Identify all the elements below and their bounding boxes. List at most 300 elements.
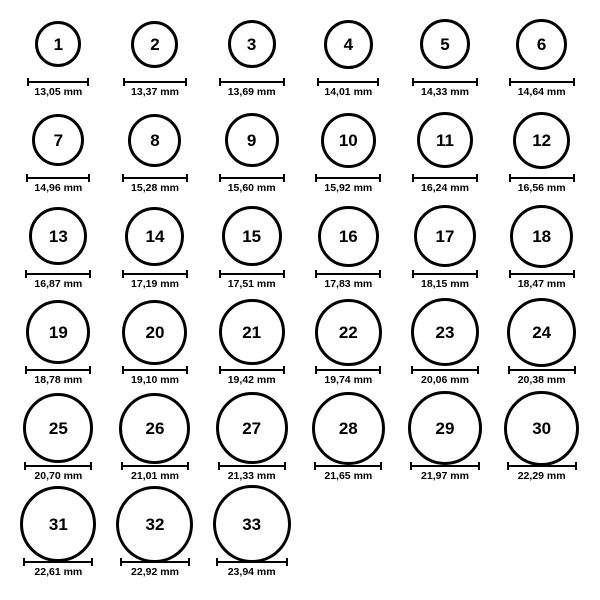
caliper-tick-right: [573, 78, 575, 86]
caliper-bar: [315, 273, 381, 275]
caliper-bar: [218, 465, 286, 467]
ring-measure: [24, 462, 92, 483]
caliper-bar: [121, 465, 189, 467]
ring-size-label: 8: [150, 130, 160, 150]
caliper-tick-right: [573, 174, 575, 182]
caliper-icon: [121, 462, 189, 469]
ring-cell[interactable]: [10, 104, 107, 200]
ring-circle-wrap: [23, 396, 93, 460]
ring-size-label: 30: [532, 418, 552, 438]
caliper-tick-right: [186, 366, 188, 374]
ring-measure: [412, 270, 478, 291]
ring-measure: [509, 78, 575, 99]
ring-measure: [216, 558, 288, 579]
ring-cell[interactable]: [107, 488, 204, 584]
caliper-bar: [219, 369, 285, 371]
caliper-tick-right: [379, 366, 381, 374]
ring-size-label: 10: [338, 130, 358, 150]
ring-circle-wrap: [35, 12, 81, 76]
ring-cell[interactable]: [107, 104, 204, 200]
caliper-icon: [509, 78, 575, 85]
ring-cell[interactable]: [107, 392, 204, 488]
ring-diameter-label: 18,47 mm: [517, 278, 566, 290]
ring-circle-icon: [35, 21, 81, 67]
caliper-tick-right: [286, 558, 288, 566]
caliper-icon: [507, 462, 577, 469]
caliper-tick-right: [89, 270, 91, 278]
caliper-icon: [27, 78, 89, 85]
caliper-bar: [412, 273, 478, 275]
ring-size-label: 11: [435, 130, 454, 150]
caliper-bar: [508, 369, 576, 371]
caliper-bar: [122, 273, 188, 275]
ring-circle-icon: [20, 486, 96, 562]
ring-diameter-label: 14,64 mm: [517, 86, 566, 98]
ring-cell[interactable]: [10, 392, 107, 488]
caliper-tick-left: [412, 78, 414, 86]
ring-measure: [23, 558, 93, 579]
caliper-icon: [219, 366, 285, 373]
ring-measure: [317, 78, 379, 99]
ring-diameter-label: 19,42 mm: [227, 374, 276, 386]
caliper-icon: [315, 174, 381, 181]
caliper-icon: [218, 462, 286, 469]
caliper-tick-left: [507, 462, 509, 470]
caliper-tick-left: [216, 558, 218, 566]
ring-size-label: 4: [343, 34, 354, 54]
caliper-tick-left: [315, 174, 317, 182]
ring-cell[interactable]: [203, 488, 300, 584]
ring-measure: [507, 462, 577, 483]
ring-circle-icon: [216, 392, 288, 464]
ring-circle-wrap: [125, 204, 184, 268]
ring-size-label: 32: [145, 514, 165, 534]
caliper-icon: [25, 270, 91, 277]
caliper-bar: [219, 273, 285, 275]
ring-circle-icon: [513, 112, 570, 169]
ring-cell[interactable]: [300, 8, 397, 104]
caliper-tick-left: [25, 366, 27, 374]
ring-cell[interactable]: [493, 200, 590, 296]
ring-size-label: 15: [242, 226, 262, 246]
ring-measure: [412, 78, 478, 99]
ring-circle-icon: [420, 19, 470, 69]
ring-circle-icon: [128, 114, 181, 167]
caliper-bar: [24, 465, 92, 467]
caliper-icon: [219, 270, 285, 277]
caliper-tick-left: [315, 270, 317, 278]
ring-circle-wrap: [119, 396, 190, 460]
caliper-tick-left: [317, 78, 319, 86]
ring-cell[interactable]: [107, 8, 204, 104]
caliper-tick-left: [218, 462, 220, 470]
caliper-tick-right: [186, 174, 188, 182]
caliper-icon: [23, 558, 93, 565]
ring-cell[interactable]: [300, 392, 397, 488]
caliper-icon: [412, 78, 478, 85]
caliper-bar: [26, 177, 90, 179]
ring-cell[interactable]: [10, 296, 107, 392]
ring-measure: [122, 366, 188, 387]
ring-size-label: 31: [48, 514, 68, 534]
ring-circle-icon: [315, 299, 382, 366]
ring-circle-icon: [119, 393, 190, 464]
caliper-bar: [507, 465, 577, 467]
ring-circle-wrap: [513, 108, 570, 172]
ring-measure: [121, 462, 189, 483]
ring-size-label: 13: [48, 226, 68, 246]
ring-diameter-label: 22,92 mm: [131, 566, 179, 578]
ring-circle-wrap: [318, 204, 379, 268]
ring-circle-icon: [507, 298, 576, 367]
ring-cell[interactable]: [397, 200, 494, 296]
ring-diameter-label: 22,29 mm: [517, 470, 566, 482]
caliper-tick-left: [410, 462, 412, 470]
caliper-tick-right: [88, 174, 90, 182]
caliper-icon: [410, 462, 480, 469]
ring-diameter-label: 14,01 mm: [324, 86, 373, 98]
ring-diameter-label: 19,10 mm: [131, 374, 179, 386]
ring-diameter-label: 20,70 mm: [34, 470, 83, 482]
caliper-tick-right: [283, 270, 285, 278]
caliper-tick-right: [87, 78, 89, 86]
ring-circle-wrap: [213, 492, 291, 556]
ring-circle-wrap: [122, 300, 187, 364]
ring-measure: [25, 366, 91, 387]
caliper-tick-right: [478, 462, 480, 470]
ring-diameter-label: 18,15 mm: [421, 278, 469, 290]
caliper-icon: [315, 366, 381, 373]
caliper-bar: [410, 465, 480, 467]
ring-size-label: 21: [242, 322, 262, 342]
caliper-icon: [315, 270, 381, 277]
ring-diameter-label: 21,97 mm: [421, 470, 469, 482]
ring-circle-wrap: [219, 300, 285, 364]
ring-circle-icon: [219, 299, 285, 365]
ring-circle-icon: [414, 205, 476, 267]
ring-circle-wrap: [510, 204, 573, 268]
ring-size-label: 33: [242, 514, 262, 534]
ring-circle-icon: [23, 393, 93, 463]
ring-circle-wrap: [408, 396, 482, 460]
ring-size-label: 16: [338, 226, 358, 246]
caliper-icon: [219, 78, 285, 85]
caliper-icon: [216, 558, 288, 565]
ring-measure: [411, 366, 479, 387]
ring-size-label: 1: [53, 34, 64, 54]
ring-circle-wrap: [116, 492, 193, 556]
ring-measure: [509, 270, 575, 291]
ring-circle-wrap: [414, 204, 476, 268]
ring-size-label: 20: [145, 322, 165, 342]
caliper-tick-left: [121, 462, 123, 470]
ring-cell[interactable]: [203, 8, 300, 104]
ring-diameter-label: 21,33 mm: [227, 470, 276, 482]
ring-size-label: 19: [48, 322, 68, 342]
ring-size-label: 9: [246, 130, 257, 150]
ring-circle-wrap: [324, 12, 373, 76]
ring-diameter-label: 16,24 mm: [421, 182, 469, 194]
ring-circle-wrap: [321, 108, 376, 172]
ring-measure: [122, 270, 188, 291]
ring-diameter-label: 13,37 mm: [131, 86, 179, 98]
caliper-tick-left: [25, 270, 27, 278]
ring-diameter-label: 20,38 mm: [517, 374, 566, 386]
ring-circle-wrap: [312, 396, 385, 460]
caliper-tick-right: [91, 558, 93, 566]
caliper-tick-right: [476, 270, 478, 278]
ring-circle-icon: [510, 205, 573, 268]
ring-measure: [25, 270, 91, 291]
caliper-tick-left: [509, 174, 511, 182]
ring-circle-icon: [225, 113, 279, 167]
caliper-tick-right: [283, 78, 285, 86]
ring-circle-wrap: [131, 12, 178, 76]
caliper-tick-left: [509, 78, 511, 86]
caliper-icon: [219, 174, 285, 181]
ring-diameter-label: 17,83 mm: [324, 278, 373, 290]
caliper-bar: [412, 177, 478, 179]
ring-measure: [123, 78, 187, 99]
ring-circle-icon: [26, 300, 90, 364]
ring-circle-wrap: [516, 12, 567, 76]
caliper-tick-left: [120, 558, 122, 566]
caliper-icon: [412, 270, 478, 277]
ring-size-label: 18: [532, 226, 552, 246]
ring-diameter-label: 19,74 mm: [324, 374, 373, 386]
ring-cell[interactable]: [203, 392, 300, 488]
caliper-tick-right: [186, 270, 188, 278]
ring-circle-icon: [318, 206, 379, 267]
ring-measure: [314, 462, 382, 483]
ring-size-label: 23: [435, 322, 455, 342]
ring-size-label: 22: [338, 322, 358, 342]
ring-circle-icon: [131, 21, 178, 68]
ring-circle-wrap: [222, 204, 282, 268]
ring-circle-icon: [408, 391, 482, 465]
caliper-tick-right: [476, 174, 478, 182]
ring-size-label: 17: [435, 226, 455, 246]
caliper-icon: [120, 558, 190, 565]
ring-measure: [412, 174, 478, 195]
caliper-icon: [411, 366, 479, 373]
ring-measure: [27, 78, 89, 99]
caliper-bar: [509, 273, 575, 275]
ring-circle-wrap: [507, 300, 576, 364]
ring-circle-icon: [116, 486, 193, 563]
ring-measure: [26, 174, 90, 195]
caliper-bar: [122, 369, 188, 371]
ring-measure: [315, 174, 381, 195]
ring-measure: [219, 174, 285, 195]
caliper-bar: [219, 177, 285, 179]
ring-cell[interactable]: [300, 200, 397, 296]
ring-cell[interactable]: [203, 104, 300, 200]
ring-size-label: 7: [53, 130, 64, 150]
caliper-icon: [317, 78, 379, 85]
ring-measure: [508, 366, 576, 387]
caliper-tick-left: [122, 270, 124, 278]
ring-measure: [315, 366, 381, 387]
ring-circle-icon: [125, 207, 184, 266]
ring-diameter-label: 13,05 mm: [34, 86, 83, 98]
caliper-icon: [509, 174, 575, 181]
caliper-tick-left: [122, 366, 124, 374]
ring-cell[interactable]: [493, 104, 590, 200]
caliper-icon: [412, 174, 478, 181]
ring-size-label: 14: [145, 226, 165, 246]
ring-cell[interactable]: [10, 8, 107, 104]
ring-size-label: 28: [338, 418, 358, 438]
ring-size-label: 24: [532, 322, 552, 342]
ring-cell[interactable]: [493, 392, 590, 488]
ring-circle-wrap: [504, 396, 579, 460]
ring-size-label: 27: [242, 418, 262, 438]
caliper-tick-right: [185, 78, 187, 86]
ring-cell[interactable]: [203, 200, 300, 296]
ring-diameter-label: 22,61 mm: [34, 566, 83, 578]
caliper-bar: [122, 177, 188, 179]
ring-circle-wrap: [225, 108, 279, 172]
ring-size-label: 3: [246, 34, 257, 54]
ring-circle-icon: [312, 392, 385, 465]
ring-diameter-label: 17,19 mm: [131, 278, 179, 290]
ring-measure: [219, 78, 285, 99]
ring-diameter-label: 15,60 mm: [227, 182, 276, 194]
caliper-tick-left: [219, 78, 221, 86]
ring-cell[interactable]: [397, 8, 494, 104]
ring-measure: [219, 270, 285, 291]
ring-circle-icon: [228, 20, 276, 68]
ring-circle-icon: [504, 391, 579, 466]
caliper-tick-right: [379, 174, 381, 182]
caliper-bar: [219, 81, 285, 83]
caliper-tick-right: [573, 270, 575, 278]
caliper-tick-left: [122, 174, 124, 182]
ring-circle-wrap: [417, 108, 473, 172]
caliper-tick-left: [315, 366, 317, 374]
caliper-tick-left: [219, 366, 221, 374]
caliper-tick-left: [508, 366, 510, 374]
caliper-bar: [23, 561, 93, 563]
ring-cell[interactable]: [493, 296, 590, 392]
caliper-bar: [509, 177, 575, 179]
ring-circle-icon: [32, 114, 84, 166]
caliper-bar: [411, 369, 479, 371]
caliper-tick-left: [123, 78, 125, 86]
caliper-bar: [317, 81, 379, 83]
ring-circle-wrap: [228, 12, 276, 76]
ring-circle-icon: [516, 19, 567, 70]
ring-circle-icon: [411, 298, 479, 366]
ring-size-label: 6: [536, 34, 547, 54]
caliper-tick-right: [476, 78, 478, 86]
caliper-bar: [315, 177, 381, 179]
caliper-tick-right: [379, 270, 381, 278]
ring-diameter-label: 17,51 mm: [227, 278, 276, 290]
ring-diameter-label: 15,92 mm: [324, 182, 373, 194]
ring-cell[interactable]: [107, 296, 204, 392]
ring-diameter-label: 16,56 mm: [517, 182, 566, 194]
caliper-tick-right: [575, 462, 577, 470]
caliper-tick-left: [411, 366, 413, 374]
ring-circle-icon: [213, 485, 291, 563]
ring-circle-wrap: [128, 108, 181, 172]
caliper-tick-right: [188, 558, 190, 566]
caliper-tick-left: [219, 270, 221, 278]
ring-diameter-label: 13,69 mm: [227, 86, 276, 98]
caliper-icon: [122, 366, 188, 373]
ring-cell[interactable]: [107, 200, 204, 296]
ring-circle-icon: [321, 113, 376, 168]
ring-size-label: 29: [435, 418, 455, 438]
caliper-bar: [216, 561, 288, 563]
ring-circle-wrap: [315, 300, 382, 364]
caliper-icon: [24, 462, 92, 469]
ring-circle-wrap: [26, 300, 90, 364]
caliper-tick-right: [380, 462, 382, 470]
ring-circle-wrap: [420, 12, 470, 76]
caliper-tick-left: [27, 78, 29, 86]
caliper-icon: [122, 174, 188, 181]
caliper-tick-right: [377, 78, 379, 86]
caliper-tick-right: [283, 366, 285, 374]
ring-diameter-label: 21,01 mm: [131, 470, 179, 482]
caliper-icon: [508, 366, 576, 373]
ring-measure: [315, 270, 381, 291]
caliper-tick-left: [219, 174, 221, 182]
ring-measure: [219, 366, 285, 387]
caliper-icon: [509, 270, 575, 277]
ring-circle-wrap: [29, 204, 87, 268]
ring-cell[interactable]: [397, 392, 494, 488]
ring-cell[interactable]: [397, 296, 494, 392]
caliper-bar: [25, 273, 91, 275]
ring-circle-icon: [29, 207, 87, 265]
caliper-tick-left: [24, 462, 26, 470]
caliper-tick-right: [574, 366, 576, 374]
ring-diameter-label: 18,78 mm: [34, 374, 83, 386]
ring-cell[interactable]: [203, 296, 300, 392]
ring-cell[interactable]: [10, 200, 107, 296]
ring-cell[interactable]: [493, 8, 590, 104]
ring-circle-wrap: [411, 300, 479, 364]
ring-size-label: 12: [532, 130, 552, 150]
ring-circle-icon: [324, 20, 373, 69]
caliper-bar: [27, 81, 89, 83]
caliper-tick-left: [26, 174, 28, 182]
caliper-icon: [123, 78, 187, 85]
caliper-bar: [25, 369, 91, 371]
ring-measure: [122, 174, 188, 195]
ring-cell[interactable]: [10, 488, 107, 584]
caliper-tick-left: [412, 270, 414, 278]
caliper-bar: [123, 81, 187, 83]
ring-circle-icon: [417, 112, 473, 168]
ring-circle-icon: [122, 300, 187, 365]
ring-diameter-label: 15,28 mm: [131, 182, 179, 194]
ring-cell[interactable]: [300, 104, 397, 200]
ring-cell[interactable]: [397, 104, 494, 200]
caliper-tick-left: [314, 462, 316, 470]
ring-cell[interactable]: [300, 296, 397, 392]
caliper-bar: [509, 81, 575, 83]
ring-diameter-label: 20,06 mm: [421, 374, 469, 386]
ring-size-label: 5: [440, 34, 450, 54]
ring-measure: [509, 174, 575, 195]
ring-measure: [120, 558, 190, 579]
ring-measure: [410, 462, 480, 483]
